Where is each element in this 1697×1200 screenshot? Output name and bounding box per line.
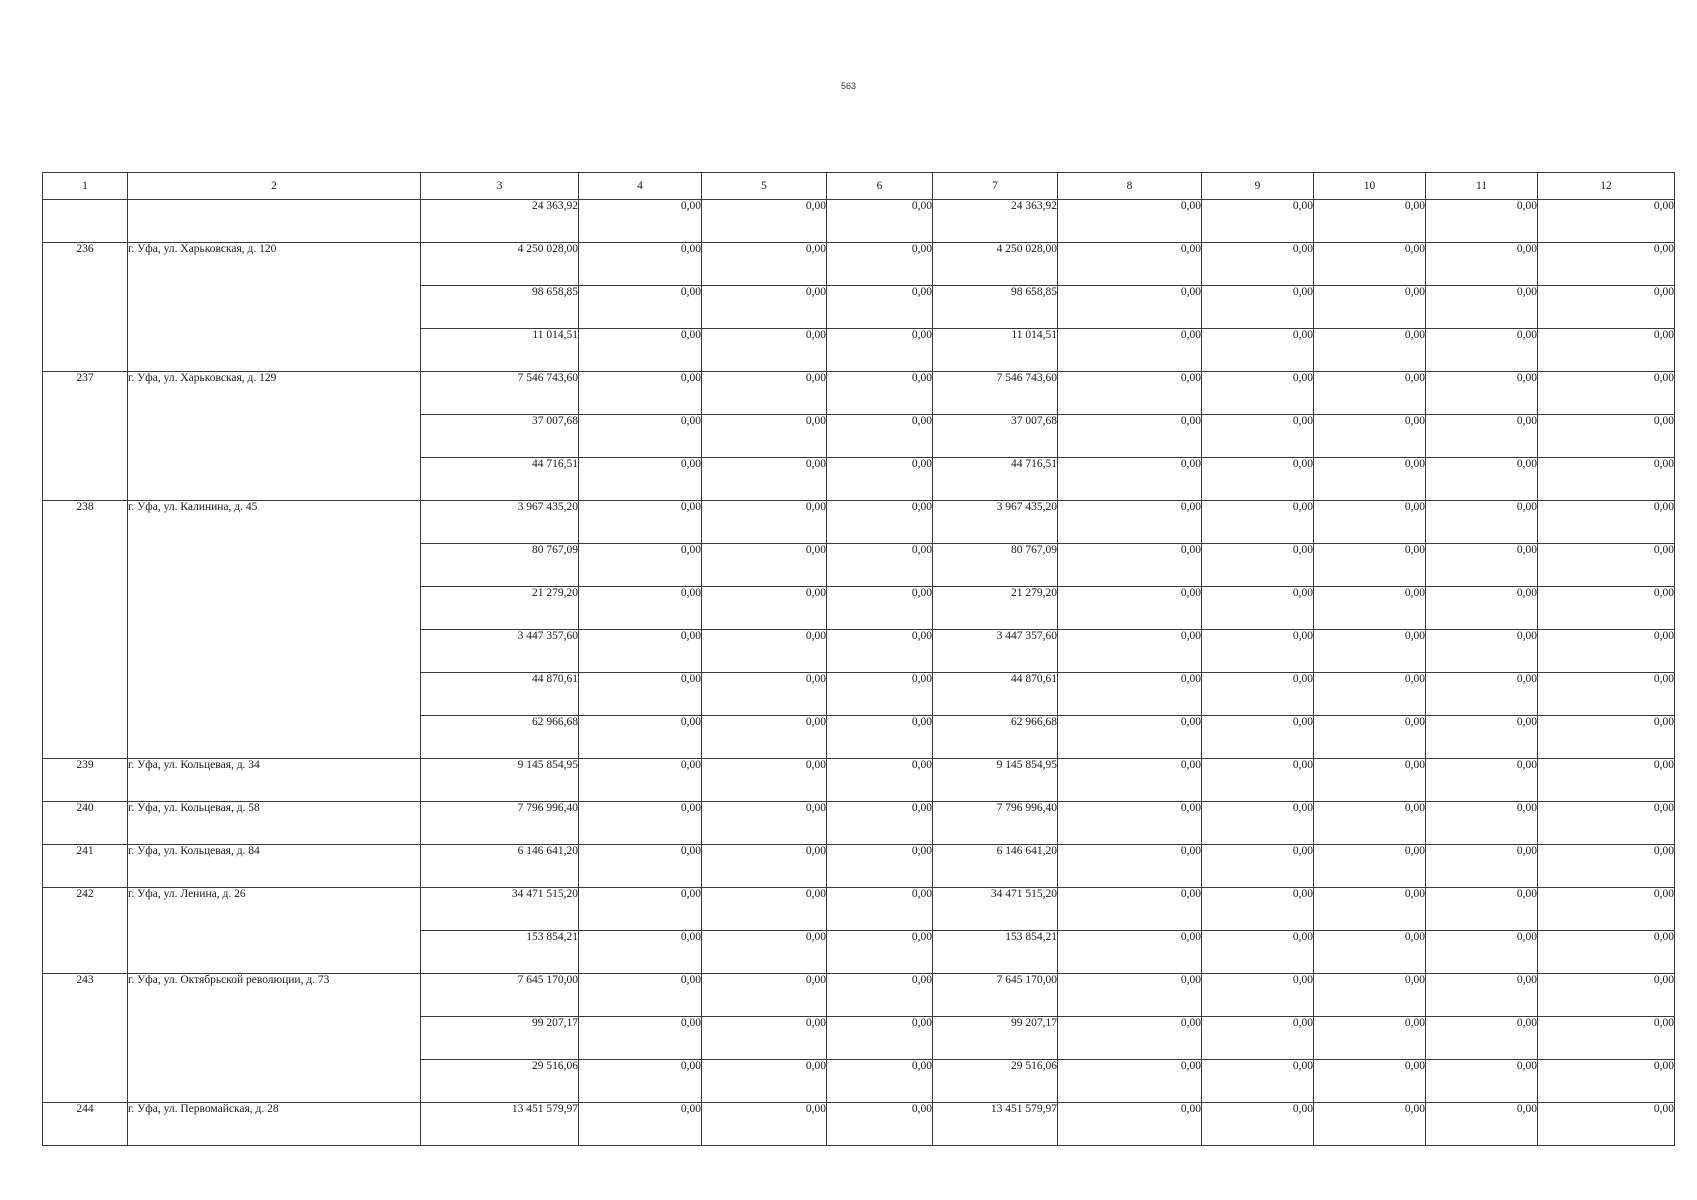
- value-cell: 62 966,68: [933, 716, 1058, 759]
- value-cell: 34 471 515,20: [933, 888, 1058, 931]
- value-cell: 0,00: [1058, 716, 1202, 759]
- value-cell: 0,00: [1058, 931, 1202, 974]
- value-cell: 0,00: [579, 1060, 702, 1103]
- value-cell: 0,00: [1314, 1017, 1426, 1060]
- value-cell: 13 451 579,97: [421, 1103, 579, 1146]
- value-cell: 0,00: [1202, 759, 1314, 802]
- value-cell: 44 870,61: [933, 673, 1058, 716]
- value-cell: 0,00: [1538, 200, 1675, 243]
- row-number-cell: 244: [43, 1103, 128, 1146]
- value-cell: 0,00: [1202, 372, 1314, 415]
- address-cell: г. Уфа, ул. Кольцевая, д. 84: [128, 845, 421, 888]
- value-cell: 44 870,61: [421, 673, 579, 716]
- value-cell: 0,00: [827, 673, 933, 716]
- value-cell: 0,00: [1314, 673, 1426, 716]
- value-cell: 0,00: [827, 372, 933, 415]
- value-cell: 0,00: [1058, 1060, 1202, 1103]
- value-cell: 0,00: [1202, 845, 1314, 888]
- row-number-cell: 241: [43, 845, 128, 888]
- value-cell: 24 363,92: [933, 200, 1058, 243]
- value-cell: 0,00: [827, 1060, 933, 1103]
- value-cell: 0,00: [1202, 243, 1314, 286]
- address-cell: г. Уфа, ул. Кольцевая, д. 58: [128, 802, 421, 845]
- table-row: [43, 200, 1675, 243]
- value-cell: 0,00: [1058, 200, 1202, 243]
- value-cell: 0,00: [1058, 1103, 1202, 1146]
- value-cell: 0,00: [702, 716, 827, 759]
- value-cell: 0,00: [827, 802, 933, 845]
- value-cell: 3 967 435,20: [421, 501, 579, 544]
- value-cell: 9 145 854,95: [933, 759, 1058, 802]
- value-cell: 0,00: [702, 1103, 827, 1146]
- value-cell: 62 966,68: [421, 716, 579, 759]
- value-cell: 0,00: [1314, 974, 1426, 1017]
- row-number-cell: 237: [43, 372, 128, 501]
- value-cell: 0,00: [702, 888, 827, 931]
- value-cell: 0,00: [1314, 243, 1426, 286]
- value-cell: 0,00: [579, 1103, 702, 1146]
- value-cell: 153 854,21: [933, 931, 1058, 974]
- address-cell: г. Уфа, ул. Первомайская, д. 28: [128, 1103, 421, 1146]
- value-cell: 0,00: [1202, 716, 1314, 759]
- value-cell: 0,00: [827, 1017, 933, 1060]
- page-number: 563: [840, 81, 857, 91]
- column-header: 12: [1538, 173, 1675, 200]
- value-cell: 0,00: [1538, 931, 1675, 974]
- value-cell: 0,00: [1314, 888, 1426, 931]
- value-cell: 0,00: [702, 243, 827, 286]
- value-cell: 0,00: [1202, 200, 1314, 243]
- value-cell: 0,00: [579, 329, 702, 372]
- value-cell: 0,00: [1426, 974, 1538, 1017]
- row-number-cell: 236: [43, 243, 128, 372]
- value-cell: 0,00: [579, 630, 702, 673]
- value-cell: 21 279,20: [933, 587, 1058, 630]
- value-cell: 37 007,68: [933, 415, 1058, 458]
- value-cell: 0,00: [579, 845, 702, 888]
- value-cell: 0,00: [1202, 673, 1314, 716]
- value-cell: 0,00: [1314, 415, 1426, 458]
- value-cell: 0,00: [1202, 888, 1314, 931]
- value-cell: 0,00: [1426, 372, 1538, 415]
- value-cell: 0,00: [1202, 802, 1314, 845]
- value-cell: 0,00: [1538, 286, 1675, 329]
- value-cell: 0,00: [702, 630, 827, 673]
- row-number-cell: 243: [43, 974, 128, 1103]
- value-cell: 0,00: [579, 974, 702, 1017]
- value-cell: 99 207,17: [933, 1017, 1058, 1060]
- value-cell: 0,00: [1058, 329, 1202, 372]
- value-cell: 0,00: [1058, 243, 1202, 286]
- value-cell: 0,00: [1058, 544, 1202, 587]
- value-cell: 3 447 357,60: [933, 630, 1058, 673]
- value-cell: 0,00: [1426, 544, 1538, 587]
- value-cell: 0,00: [1314, 759, 1426, 802]
- value-cell: 99 207,17: [421, 1017, 579, 1060]
- value-cell: 0,00: [1538, 1017, 1675, 1060]
- value-cell: 0,00: [579, 200, 702, 243]
- value-cell: 7 796 996,40: [933, 802, 1058, 845]
- value-cell: 7 645 170,00: [933, 974, 1058, 1017]
- table-row: [43, 888, 1675, 931]
- value-cell: 4 250 028,00: [933, 243, 1058, 286]
- value-cell: 0,00: [827, 845, 933, 888]
- value-cell: 0,00: [579, 415, 702, 458]
- address-cell: г. Уфа, ул. Октябрьской революции, д. 73: [128, 974, 421, 1103]
- value-cell: 98 658,85: [421, 286, 579, 329]
- value-cell: 0,00: [1538, 630, 1675, 673]
- value-cell: 0,00: [579, 888, 702, 931]
- value-cell: 0,00: [1314, 372, 1426, 415]
- value-cell: 0,00: [1202, 1060, 1314, 1103]
- value-cell: 13 451 579,97: [933, 1103, 1058, 1146]
- table-row: [43, 1103, 1675, 1146]
- value-cell: 0,00: [579, 286, 702, 329]
- value-cell: 0,00: [1426, 501, 1538, 544]
- value-cell: 0,00: [702, 544, 827, 587]
- value-cell: 21 279,20: [421, 587, 579, 630]
- value-cell: 0,00: [1538, 845, 1675, 888]
- value-cell: 0,00: [1202, 1017, 1314, 1060]
- column-header: 9: [1202, 173, 1314, 200]
- value-cell: 0,00: [1314, 630, 1426, 673]
- value-cell: 6 146 641,20: [421, 845, 579, 888]
- value-cell: 0,00: [1314, 544, 1426, 587]
- value-cell: 0,00: [1058, 974, 1202, 1017]
- column-header: 5: [702, 173, 827, 200]
- value-cell: 29 516,06: [933, 1060, 1058, 1103]
- value-cell: 0,00: [579, 501, 702, 544]
- value-cell: 0,00: [579, 931, 702, 974]
- address-cell: г. Уфа, ул. Харьковская, д. 120: [128, 243, 421, 372]
- value-cell: 0,00: [827, 759, 933, 802]
- column-header: 2: [128, 173, 421, 200]
- column-header: 7: [933, 173, 1058, 200]
- value-cell: 6 146 641,20: [933, 845, 1058, 888]
- value-cell: 80 767,09: [933, 544, 1058, 587]
- value-cell: 0,00: [1202, 458, 1314, 501]
- value-cell: 0,00: [702, 372, 827, 415]
- value-cell: 0,00: [579, 759, 702, 802]
- value-cell: 0,00: [1058, 888, 1202, 931]
- value-cell: 0,00: [827, 501, 933, 544]
- table-row: [43, 845, 1675, 888]
- value-cell: 0,00: [1538, 802, 1675, 845]
- value-cell: 80 767,09: [421, 544, 579, 587]
- value-cell: 0,00: [1202, 630, 1314, 673]
- value-cell: 0,00: [1058, 673, 1202, 716]
- value-cell: 0,00: [1202, 286, 1314, 329]
- value-cell: 0,00: [1314, 802, 1426, 845]
- table-row: [43, 501, 1675, 544]
- value-cell: 0,00: [1538, 243, 1675, 286]
- value-cell: 0,00: [827, 544, 933, 587]
- value-cell: 0,00: [827, 716, 933, 759]
- value-cell: 0,00: [579, 673, 702, 716]
- value-cell: 0,00: [579, 544, 702, 587]
- value-cell: 0,00: [827, 200, 933, 243]
- value-cell: 0,00: [1426, 630, 1538, 673]
- address-cell: г. Уфа, ул. Харьковская, д. 129: [128, 372, 421, 501]
- row-number-cell: 239: [43, 759, 128, 802]
- row-number-cell: [43, 200, 128, 243]
- value-cell: 0,00: [1538, 673, 1675, 716]
- column-header: 6: [827, 173, 933, 200]
- value-cell: 0,00: [1314, 458, 1426, 501]
- value-cell: 0,00: [1426, 802, 1538, 845]
- value-cell: 0,00: [827, 415, 933, 458]
- value-cell: 0,00: [1538, 716, 1675, 759]
- value-cell: 0,00: [1202, 931, 1314, 974]
- value-cell: 11 014,51: [933, 329, 1058, 372]
- value-cell: 0,00: [1058, 759, 1202, 802]
- value-cell: 0,00: [1538, 329, 1675, 372]
- value-cell: 0,00: [1314, 1103, 1426, 1146]
- value-cell: 0,00: [1426, 243, 1538, 286]
- value-cell: 0,00: [827, 888, 933, 931]
- value-cell: 3 447 357,60: [421, 630, 579, 673]
- value-cell: 0,00: [1426, 759, 1538, 802]
- value-cell: 0,00: [1426, 1060, 1538, 1103]
- value-cell: 0,00: [1202, 1103, 1314, 1146]
- value-cell: 0,00: [1058, 458, 1202, 501]
- value-cell: 0,00: [579, 1017, 702, 1060]
- table-row: [43, 759, 1675, 802]
- address-cell: г. Уфа, ул. Ленина, д. 26: [128, 888, 421, 974]
- value-cell: 0,00: [1314, 845, 1426, 888]
- column-header: 1: [43, 173, 128, 200]
- value-cell: 0,00: [1538, 888, 1675, 931]
- value-cell: 0,00: [827, 974, 933, 1017]
- value-cell: 0,00: [1314, 329, 1426, 372]
- value-cell: 0,00: [1202, 587, 1314, 630]
- value-cell: 0,00: [1058, 587, 1202, 630]
- value-cell: 0,00: [702, 1060, 827, 1103]
- value-cell: 0,00: [1314, 286, 1426, 329]
- value-cell: 0,00: [702, 931, 827, 974]
- value-cell: 3 967 435,20: [933, 501, 1058, 544]
- column-header: 8: [1058, 173, 1202, 200]
- value-cell: 11 014,51: [421, 329, 579, 372]
- value-cell: 44 716,51: [933, 458, 1058, 501]
- value-cell: 0,00: [1538, 974, 1675, 1017]
- address-cell: г. Уфа, ул. Калинина, д. 45: [128, 501, 421, 759]
- value-cell: 0,00: [579, 372, 702, 415]
- value-cell: 0,00: [1314, 931, 1426, 974]
- value-cell: 0,00: [1426, 1103, 1538, 1146]
- header-row: [43, 173, 1675, 200]
- value-cell: 0,00: [702, 415, 827, 458]
- value-cell: 0,00: [1058, 286, 1202, 329]
- value-cell: 0,00: [702, 1017, 827, 1060]
- value-cell: 7 546 743,60: [421, 372, 579, 415]
- value-cell: 4 250 028,00: [421, 243, 579, 286]
- value-cell: 0,00: [827, 1103, 933, 1146]
- address-cell: [128, 200, 421, 243]
- value-cell: 0,00: [579, 802, 702, 845]
- column-header: 11: [1426, 173, 1538, 200]
- data-table: [42, 172, 1675, 1146]
- value-cell: 0,00: [1426, 931, 1538, 974]
- value-cell: 0,00: [1058, 630, 1202, 673]
- column-header: 4: [579, 173, 702, 200]
- value-cell: 98 658,85: [933, 286, 1058, 329]
- value-cell: 0,00: [1314, 1060, 1426, 1103]
- value-cell: 0,00: [1202, 974, 1314, 1017]
- value-cell: 0,00: [1058, 372, 1202, 415]
- column-header: 10: [1314, 173, 1426, 200]
- value-cell: 0,00: [1314, 501, 1426, 544]
- value-cell: 0,00: [702, 200, 827, 243]
- value-cell: 0,00: [1538, 544, 1675, 587]
- value-cell: 0,00: [827, 329, 933, 372]
- value-cell: 0,00: [1202, 415, 1314, 458]
- table-row: [43, 372, 1675, 415]
- value-cell: 0,00: [579, 458, 702, 501]
- value-cell: 0,00: [1426, 587, 1538, 630]
- value-cell: 0,00: [1538, 458, 1675, 501]
- value-cell: 0,00: [827, 587, 933, 630]
- value-cell: 34 471 515,20: [421, 888, 579, 931]
- value-cell: 0,00: [1058, 415, 1202, 458]
- value-cell: 0,00: [1202, 544, 1314, 587]
- value-cell: 0,00: [827, 931, 933, 974]
- value-cell: 7 645 170,00: [421, 974, 579, 1017]
- value-cell: 37 007,68: [421, 415, 579, 458]
- value-cell: 0,00: [1058, 845, 1202, 888]
- value-cell: 0,00: [702, 329, 827, 372]
- value-cell: 0,00: [702, 845, 827, 888]
- value-cell: 0,00: [702, 802, 827, 845]
- value-cell: 9 145 854,95: [421, 759, 579, 802]
- address-cell: г. Уфа, ул. Кольцевая, д. 34: [128, 759, 421, 802]
- value-cell: 0,00: [579, 587, 702, 630]
- column-header: 3: [421, 173, 579, 200]
- table-row: [43, 974, 1675, 1017]
- value-cell: 0,00: [1538, 759, 1675, 802]
- value-cell: 0,00: [827, 286, 933, 329]
- value-cell: 0,00: [579, 716, 702, 759]
- table-row: [43, 243, 1675, 286]
- value-cell: 0,00: [827, 458, 933, 501]
- value-cell: 24 363,92: [421, 200, 579, 243]
- value-cell: 0,00: [1058, 501, 1202, 544]
- value-cell: 0,00: [1426, 415, 1538, 458]
- value-cell: 0,00: [1426, 1017, 1538, 1060]
- value-cell: 0,00: [1426, 329, 1538, 372]
- row-number-cell: 238: [43, 501, 128, 759]
- row-number-cell: 240: [43, 802, 128, 845]
- row-number-cell: 242: [43, 888, 128, 974]
- value-cell: 0,00: [702, 458, 827, 501]
- value-cell: 0,00: [702, 501, 827, 544]
- table-body: [43, 200, 1675, 1146]
- value-cell: 0,00: [1314, 587, 1426, 630]
- value-cell: 0,00: [702, 759, 827, 802]
- value-cell: 0,00: [1202, 501, 1314, 544]
- value-cell: 7 796 996,40: [421, 802, 579, 845]
- value-cell: 0,00: [1058, 1017, 1202, 1060]
- value-cell: 0,00: [1538, 587, 1675, 630]
- value-cell: 0,00: [1426, 458, 1538, 501]
- value-cell: 0,00: [579, 243, 702, 286]
- value-cell: 0,00: [1538, 501, 1675, 544]
- value-cell: 153 854,21: [421, 931, 579, 974]
- value-cell: 0,00: [827, 630, 933, 673]
- value-cell: 0,00: [702, 587, 827, 630]
- value-cell: 0,00: [1538, 372, 1675, 415]
- value-cell: 0,00: [702, 286, 827, 329]
- value-cell: 0,00: [1538, 415, 1675, 458]
- table-row: [43, 802, 1675, 845]
- value-cell: 0,00: [702, 974, 827, 1017]
- value-cell: 0,00: [1058, 802, 1202, 845]
- value-cell: 0,00: [827, 243, 933, 286]
- value-cell: 0,00: [1426, 716, 1538, 759]
- value-cell: 0,00: [1202, 329, 1314, 372]
- value-cell: 0,00: [1314, 716, 1426, 759]
- value-cell: 0,00: [1426, 200, 1538, 243]
- value-cell: 0,00: [1538, 1060, 1675, 1103]
- value-cell: 7 546 743,60: [933, 372, 1058, 415]
- value-cell: 0,00: [1426, 286, 1538, 329]
- value-cell: 29 516,06: [421, 1060, 579, 1103]
- value-cell: 0,00: [1426, 845, 1538, 888]
- value-cell: 0,00: [1426, 673, 1538, 716]
- value-cell: 44 716,51: [421, 458, 579, 501]
- value-cell: 0,00: [1314, 200, 1426, 243]
- value-cell: 0,00: [1426, 888, 1538, 931]
- value-cell: 0,00: [1538, 1103, 1675, 1146]
- value-cell: 0,00: [702, 673, 827, 716]
